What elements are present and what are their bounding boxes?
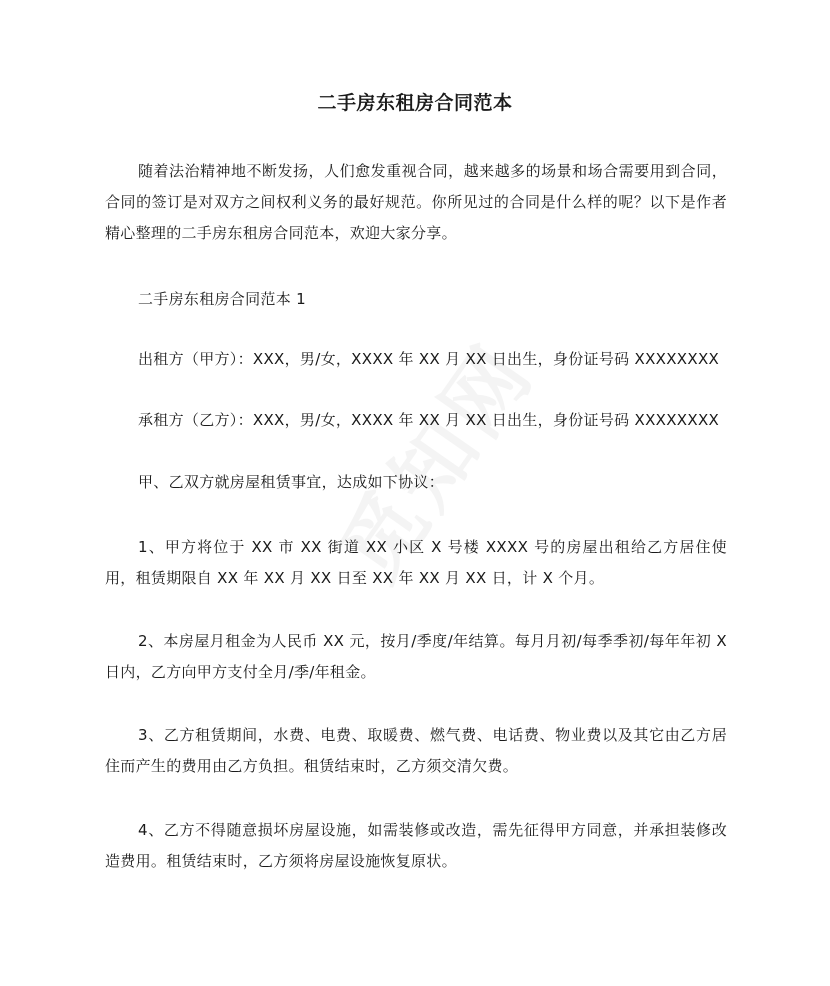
- party-a-line: 出租方（甲方）：XXX，男/女，XXXX 年 XX 月 XX 日出生，身份证号码 XXXXXXXX: [138, 350, 720, 368]
- document-title: 二手房东租房合同范本: [317, 92, 513, 114]
- clause-4: 4、乙方不得随意损坏房屋设施，如需装修或改造，需先征得甲方同意，并承担装修改造费用。租赁结束时，乙方须将房屋设施恢复原状。: [105, 821, 727, 870]
- intro-paragraph: 随着法治精神地不断发扬，人们愈发重视合同，越来越多的场景和场合需要用到合同，合同的签订是对双方之间权利义务的最好规范。你所见过的合同是什么样的呢？以下是作者精心整理的二手房东租房合同范本，欢迎大家分享。: [105, 162, 727, 242]
- party-b-line: 承租方（乙方）：XXX，男/女，XXXX 年 XX 月 XX 日出生，身份证号码 XXXXXXXX: [138, 411, 720, 429]
- clause-1: 1、甲方将位于 XX 市 XX 街道 XX 小区 X 号楼 XXXX 号的房屋出租给乙方居住使用，租赁期限自 XX 年 XX 月 XX 日至 XX 年 XX 月 XX 日，计 X 个月。: [105, 538, 727, 587]
- clause-3: 3、乙方租赁期间，水费、电费、取暖费、燃气费、电话费、物业费以及其它由乙方居住而产生的费用由乙方负担。租赁结束时，乙方须交清欠费。: [105, 726, 727, 775]
- clause-2: 2、本房屋月租金为人民币 XX 元，按月/季度/年结算。每月月初/每季季初/每年年初 X 日内，乙方向甲方支付全月/季/年租金。: [105, 632, 727, 681]
- section-heading: 二手房东租房合同范本 1: [138, 290, 306, 308]
- agreement-intro: 甲、乙双方就房屋租赁事宜，达成如下协议：: [138, 473, 445, 491]
